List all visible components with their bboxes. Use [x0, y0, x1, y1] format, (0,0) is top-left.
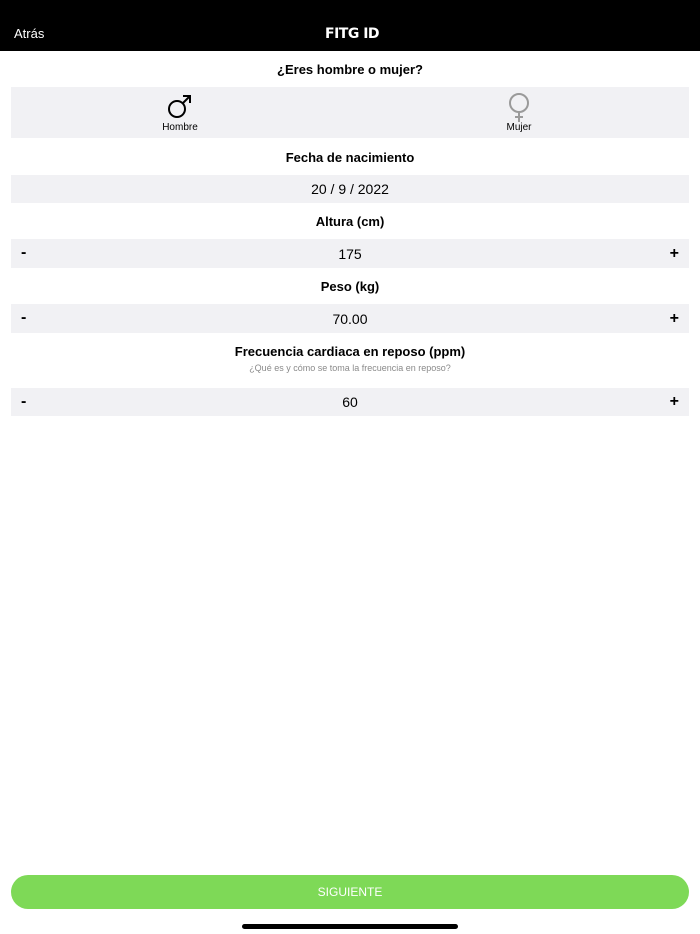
weight-increment-button[interactable]: +: [669, 310, 679, 327]
top-bar: [0, 0, 700, 51]
height-decrement-button[interactable]: -: [21, 244, 27, 261]
weight-stepper: [11, 304, 689, 333]
heart-rate-value: 60: [342, 394, 358, 410]
gender-option-label: Mujer: [506, 122, 532, 133]
heart-rate-decrement-button[interactable]: -: [21, 393, 27, 410]
weight-value: 70.00: [332, 311, 368, 327]
birthdate-value: 20 / 9 / 2022: [311, 181, 389, 197]
height-increment-button[interactable]: +: [669, 245, 679, 262]
birthdate-label: Fecha de nacimiento: [285, 150, 415, 165]
gender-question: ¿Eres hombre o mujer?: [277, 62, 423, 77]
female-symbol-icon: [505, 92, 533, 124]
heart-rate-stepper: [11, 388, 689, 416]
next-button[interactable]: SIGUIENTE: [11, 875, 689, 909]
heart-rate-help-link[interactable]: ¿Qué es y cómo se toma la frecuencia en reposo?: [249, 363, 451, 373]
gender-selector: [11, 87, 689, 138]
height-value: 175: [338, 246, 362, 262]
weight-decrement-button[interactable]: -: [21, 309, 27, 326]
back-button[interactable]: Atrás: [14, 26, 45, 41]
home-indicator: [242, 924, 458, 929]
gender-option-male[interactable]: [120, 87, 240, 138]
height-stepper: [11, 239, 689, 268]
gender-option-female[interactable]: [459, 87, 579, 138]
male-symbol-icon: [166, 92, 194, 120]
birthdate-field[interactable]: [11, 175, 689, 203]
height-label: Altura (cm): [315, 214, 385, 229]
gender-option-label: Hombre: [162, 122, 198, 133]
app-logo: FITG ID: [325, 26, 380, 42]
heart-rate-increment-button[interactable]: +: [669, 393, 679, 410]
weight-label: Peso (kg): [320, 279, 380, 294]
heart-rate-label: Frecuencia cardiaca en reposo (ppm): [234, 344, 466, 359]
